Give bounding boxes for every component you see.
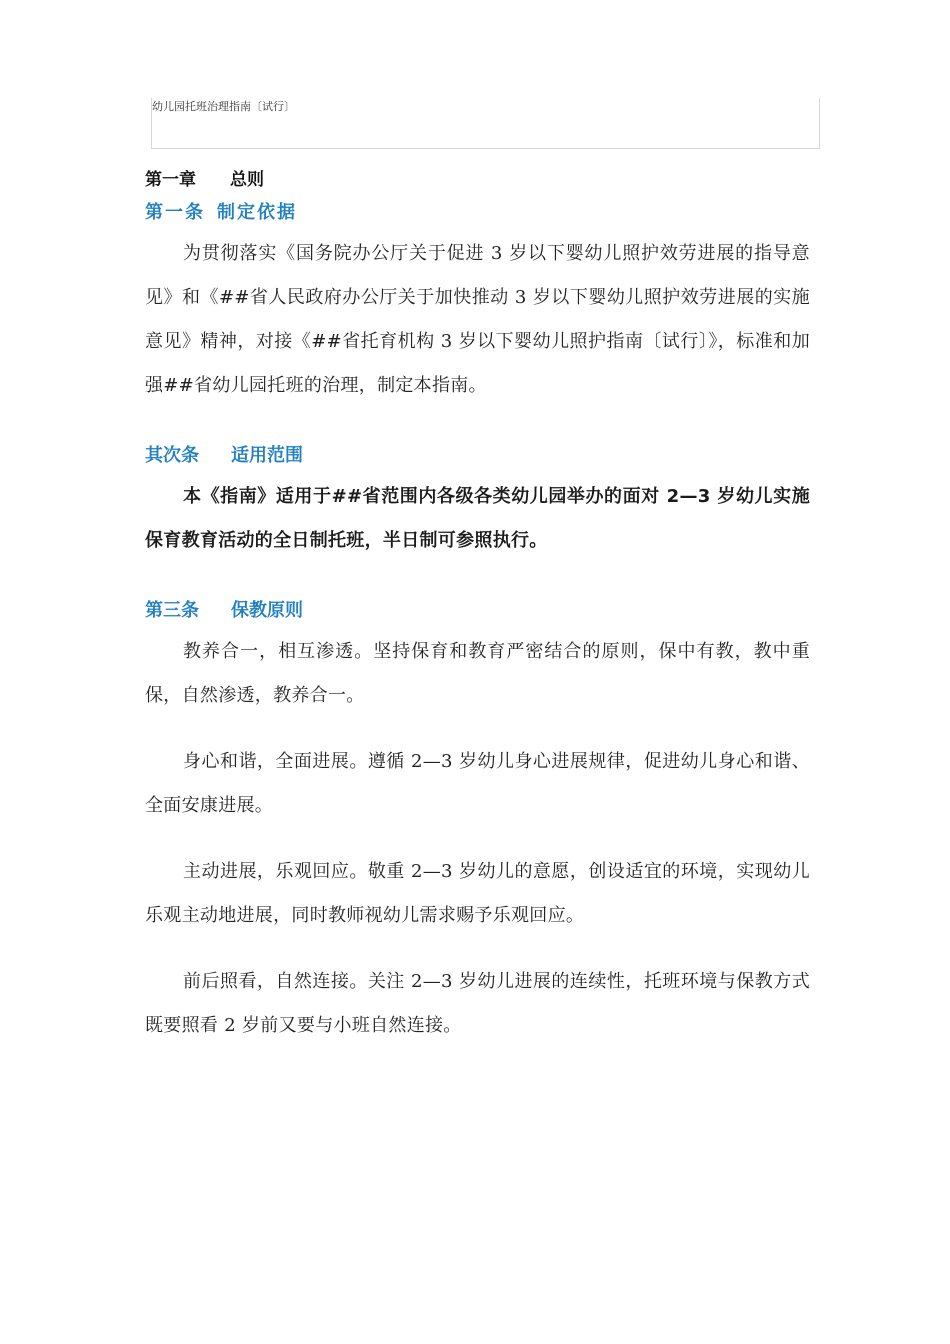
article-number: 其次条 — [145, 445, 199, 466]
page-header-box — [151, 98, 820, 149]
chapter-heading — [145, 165, 264, 190]
article-title: 适用范围 — [231, 445, 303, 466]
chapter-number: 第一章 — [145, 170, 196, 190]
article-heading-1 — [145, 198, 297, 224]
article-paragraph: 教养合一，相互渗透。坚持保育和教育严密结合的原则，保中有教，教中重保，自然渗透，教养合一。 — [145, 641, 810, 706]
article-heading-2 — [145, 441, 303, 467]
article-title: 制定依据 — [217, 202, 297, 223]
article-paragraph: 主动进展，乐观回应。敬重 2—3 岁幼儿的意愿，创设适宜的环境，实现幼儿乐观主动地进展，同时教师视幼儿需求赐予乐观回应。 — [145, 861, 810, 926]
chapter-title: 总则 — [230, 170, 264, 190]
article-number: 第三条 — [145, 600, 199, 621]
article-paragraph: 前后照看，自然连接。关注 2—3 岁幼儿进展的连续性，托班环境与保教方式既要照看 2 岁前又要与小班自然连接。 — [145, 971, 810, 1036]
article-title: 保教原则 — [231, 600, 303, 621]
article-heading-3 — [145, 596, 303, 622]
document-title: 幼儿园托班治理指南〔试行〕 — [152, 100, 295, 113]
article-number: 第一条 — [145, 202, 205, 223]
article-paragraph: 为贯彻落实《国务院办公厅关于促进 3 岁以下婴幼儿照护效劳进展的指导意见》和《##省人民政府办公厅关于加快推动 3 岁以下婴幼儿照护效劳进展的实施意见》精神，对接《##省托育机构 3 岁以下婴幼儿照护指南〔试行〕》，标准和加强##省幼儿园托班的治理，制定本指南。 — [145, 243, 810, 396]
article-paragraph: 本《指南》适用于##省范围内各级各类幼儿园举办的面对 2—3 岁幼儿实施保育教育活动的全日制托班，半日制可参照执行。 — [145, 486, 810, 551]
article-paragraph: 身心和谐，全面进展。遵循 2—3 岁幼儿身心进展规律，促进幼儿身心和谐、全面安康进展。 — [145, 751, 810, 816]
